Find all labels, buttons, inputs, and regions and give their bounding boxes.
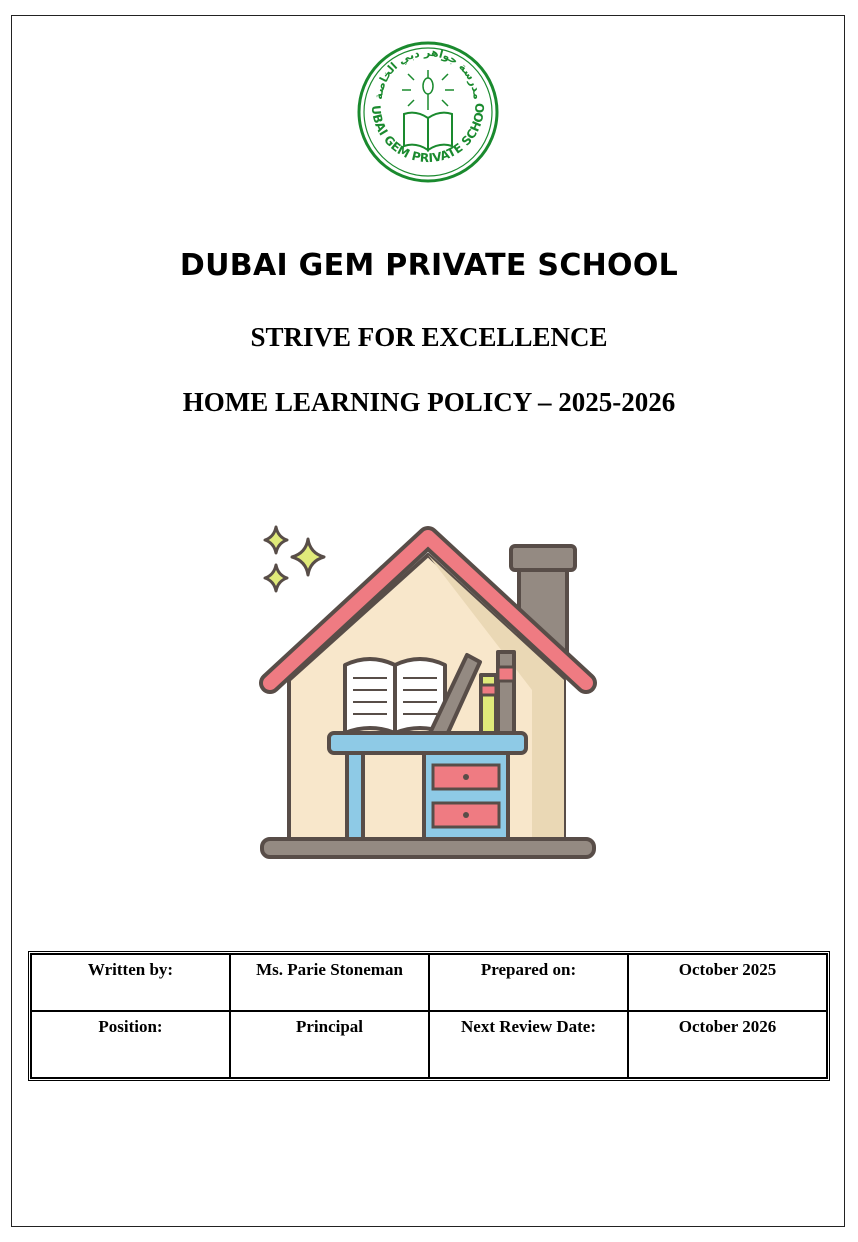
position-value: Principal [230,1011,429,1078]
school-logo [356,40,500,184]
logo-arabic-text: مدرسة جواهر دبي الخاصة [371,45,485,101]
policy-title: HOME LEARNING POLICY – 2025-2026 [182,387,676,417]
position-label: Position: [31,1011,230,1078]
written-by-label: Written by: [31,954,230,1011]
next-review-label: Next Review Date: [429,1011,628,1078]
author-name: Ms. Parie Stoneman [230,954,429,1011]
logo-english-text: UBAI GEM PRIVATE SCHOO [368,102,488,166]
house-with-books-icon [252,515,602,865]
table-row [31,1011,827,1078]
school-motto: STRIVE FOR EXCELLENCE [250,322,608,352]
document-info-table [28,951,830,1081]
prepared-on-date: October 2025 [628,954,827,1011]
table-row [31,954,827,1011]
school-title: DUBAI GEM PRIVATE SCHOOL [179,248,679,283]
next-review-date: October 2026 [628,1011,827,1078]
prepared-on-label: Prepared on: [429,954,628,1011]
